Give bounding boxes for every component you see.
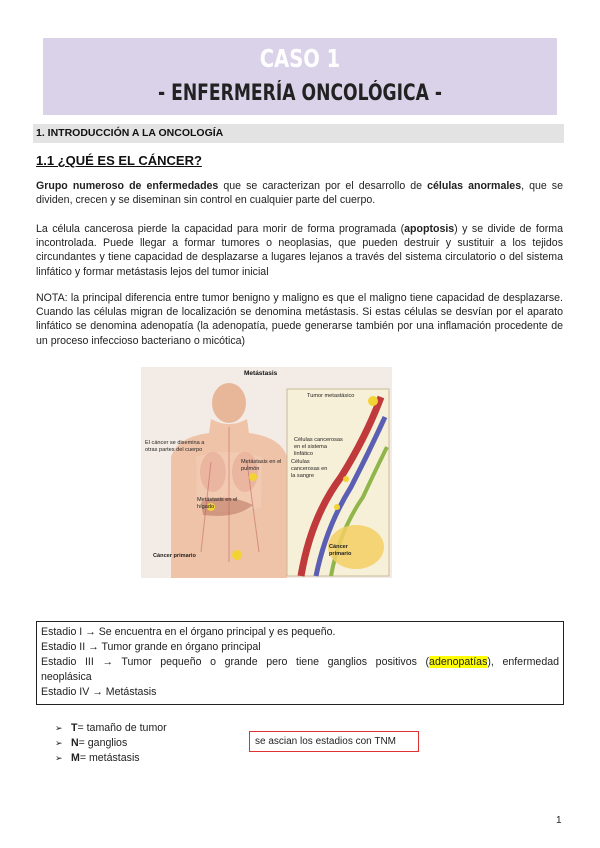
bold-text: M bbox=[71, 752, 80, 764]
bold-text: apoptosis bbox=[404, 223, 455, 235]
highlighted-term: adenopatías bbox=[429, 656, 488, 668]
text: = metástasis bbox=[79, 752, 140, 764]
label-disseminated: El cáncer se disemina a otras partes del cuerpo bbox=[145, 440, 205, 453]
stage-3 bbox=[41, 655, 559, 670]
subsection-heading: 1.1 ¿QUÉ ES EL CÁNCER? bbox=[36, 153, 202, 168]
arrow-bullet-icon: ➢ bbox=[55, 738, 63, 748]
case-subtitle: - ENFERMERÍA ONCOLÓGICA - bbox=[158, 81, 442, 106]
metastasis-illustration bbox=[141, 367, 392, 578]
paragraph-apoptosis bbox=[36, 222, 563, 279]
label-blood: Células cancerosas en la sangre bbox=[291, 459, 328, 479]
stages-box bbox=[36, 621, 564, 705]
text: , que se dividen, crecen y se diseminan sin control en cualquier parte del cuerpo. bbox=[36, 180, 563, 207]
label-primary-left: Cáncer primario bbox=[153, 553, 196, 559]
section-heading: 1. INTRODUCCIÓN A LA ONCOLOGÍA bbox=[33, 124, 564, 143]
list-item bbox=[55, 751, 167, 766]
case-title: CASO 1 bbox=[259, 44, 341, 73]
bold-text: T bbox=[71, 722, 78, 734]
list-item bbox=[55, 736, 167, 751]
label-primary-right: Cáncer primario bbox=[329, 544, 352, 557]
text: La célula cancerosa pierde la capacidad para morir de forma programada ( bbox=[36, 223, 405, 235]
label-tumor-metastasico: Tumor metastásico bbox=[307, 393, 355, 399]
text: = tamaño de tumor bbox=[77, 722, 167, 734]
arrow-bullet-icon: ➢ bbox=[55, 753, 63, 763]
tnm-list bbox=[55, 721, 167, 766]
label-liver: Metástasis en el hígado bbox=[197, 497, 238, 510]
stage-1: Estadio I → Se encuentra en el órgano principal y es pequeño. bbox=[41, 626, 336, 638]
paragraph-definition bbox=[36, 179, 563, 207]
figure-title: Metástasis bbox=[244, 370, 278, 377]
title-banner bbox=[43, 38, 557, 115]
paragraph-note: NOTA: la principal diferencia entre tumor benigno y maligno es que el maligno tiene capacidad de desplazarse. Cuando las células migran de localización se denomina metástasis. Si estas células se desvían por el aparato linfático se denomina adenopatía (la adenopatía, puede generarse también por una inflamación procedente de un proceso infeccioso bacteriano o micótica) bbox=[36, 292, 563, 347]
label-lymph: Células cancerosas en el sistema linfático bbox=[294, 437, 343, 457]
bold-text: N bbox=[71, 737, 79, 749]
bold-text: células anormales bbox=[427, 180, 522, 192]
text: ), enfermedad bbox=[487, 656, 559, 668]
stage-4: Estadio IV → Metástasis bbox=[41, 686, 157, 698]
text: ) y se divide de forma incontrolada. Puede llegar a formar tumores o neoplasias, que pueden destruir y sustituir a los tejidos circundantes y tiene capacidad de desplazarse a lugares lejanos a través del sistema circulatorio o del sistema linfático y formar metástasis lejos del tumor inicial bbox=[36, 223, 563, 278]
bold-text: Grupo numeroso de enfermedades bbox=[36, 180, 219, 192]
page-number: 1 bbox=[556, 815, 562, 826]
tnm-note-box: se ascian los estadios con TNM bbox=[249, 731, 419, 752]
text: Estadio III → Tumor pequeño o grande pero tiene ganglios positivos ( bbox=[41, 656, 430, 668]
arrow-bullet-icon: ➢ bbox=[55, 723, 63, 733]
stage-2: Estadio II → Tumor grande en órgano principal bbox=[41, 641, 261, 653]
text: = ganglios bbox=[78, 737, 128, 749]
list-item bbox=[55, 721, 167, 736]
text: que se caracterizan por el desarrollo de bbox=[218, 180, 428, 192]
stage-3-continued: neoplásica bbox=[41, 671, 92, 683]
label-lung: Metástasis en el pulmón bbox=[241, 459, 282, 472]
